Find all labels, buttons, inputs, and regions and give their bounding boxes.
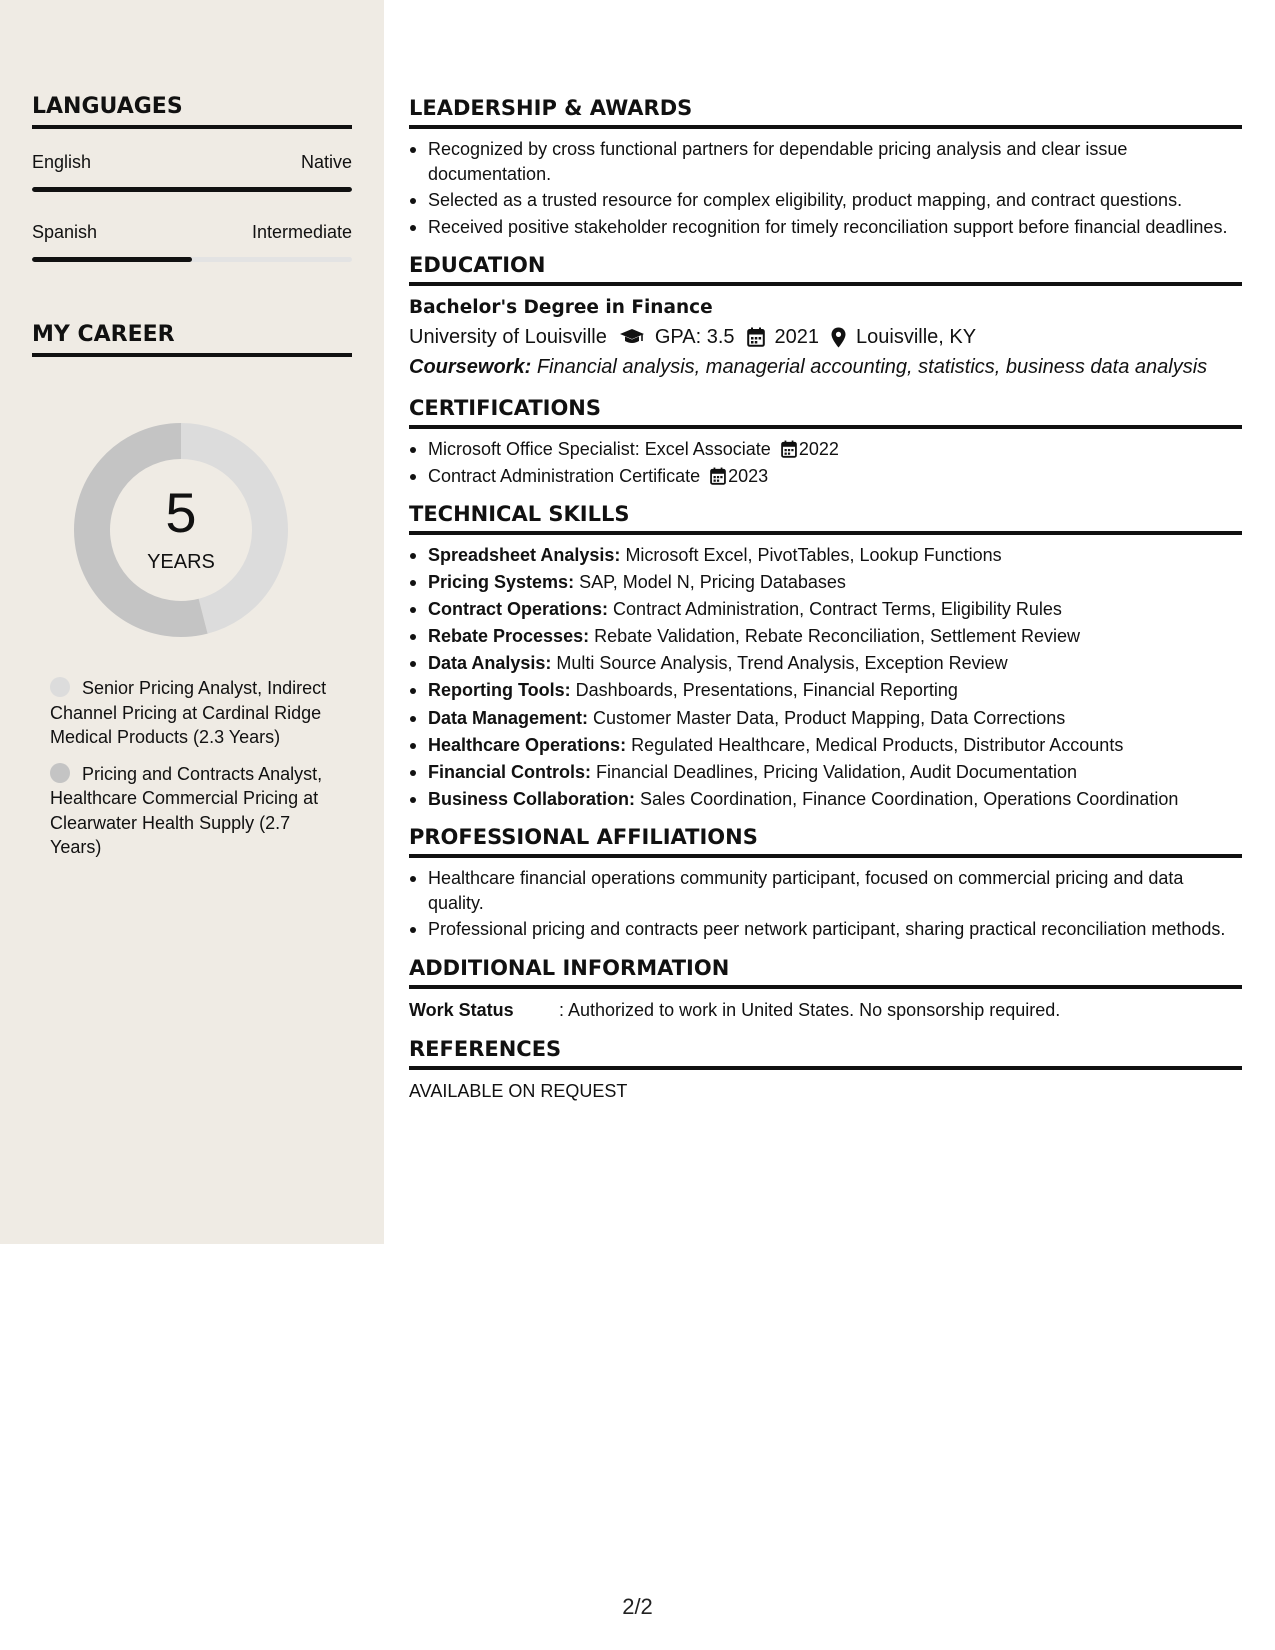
language-level: Intermediate bbox=[251, 222, 352, 242]
skill-item bbox=[409, 624, 1242, 649]
graduation-cap-icon bbox=[619, 328, 645, 346]
career-legend-dot bbox=[50, 763, 70, 783]
calendar-icon bbox=[710, 467, 726, 485]
language-proficiency-fill bbox=[32, 187, 352, 192]
additional-title: ADDITIONAL INFORMATION bbox=[409, 956, 1242, 989]
career-title: MY CAREER bbox=[32, 322, 352, 357]
affiliation-item: Healthcare financial operations community participant, focused on commercial pricing and data quality. bbox=[409, 866, 1242, 915]
skill-value: Multi Source Analysis, Trend Analysis, Exception Review bbox=[556, 653, 1008, 674]
career-item bbox=[50, 676, 340, 750]
certification-year: 2023 bbox=[728, 465, 769, 486]
skill-value: Sales Coordination, Finance Coordination, Operations Coordination bbox=[640, 788, 1179, 809]
career-item-label: Pricing and Contracts Analyst, Healthcare Commercial Pricing at Clearwater Health Supply (2.7 Years) bbox=[50, 763, 323, 857]
affiliations-list bbox=[409, 866, 1242, 942]
skill-item bbox=[409, 543, 1242, 568]
skill-label: Data Analysis: bbox=[428, 653, 552, 674]
references-text: AVAILABLE ON REQUEST bbox=[409, 1080, 628, 1101]
languages-section bbox=[32, 94, 352, 269]
certification-year: 2022 bbox=[798, 439, 839, 459]
skill-value: Contract Administration, Contract Terms, Eligibility Rules bbox=[613, 599, 1062, 620]
skill-label: Business Collaboration: bbox=[428, 788, 636, 809]
references-section bbox=[409, 1037, 1242, 1104]
career-legend-dot bbox=[50, 677, 70, 697]
affiliation-item: Professional pricing and contracts peer network participant, sharing practical reconciliation methods. bbox=[409, 917, 1242, 942]
skill-value: Microsoft Excel, PivotTables, Lookup Functions bbox=[625, 545, 1002, 565]
references-title: REFERENCES bbox=[409, 1037, 1242, 1070]
language-level: Native bbox=[300, 152, 352, 172]
skill-item bbox=[409, 760, 1242, 785]
skill-label: Healthcare Operations: bbox=[428, 734, 627, 755]
leadership-list bbox=[409, 137, 1242, 239]
career-item bbox=[50, 762, 340, 860]
leadership-item: Selected as a trusted resource for complex eligibility, product mapping, and contract questions. bbox=[409, 188, 1242, 213]
certification-name: Contract Administration Certificate bbox=[428, 465, 701, 486]
language-name: English bbox=[32, 152, 92, 172]
affiliations-section bbox=[409, 825, 1242, 942]
skill-item bbox=[409, 706, 1242, 731]
certifications-section bbox=[409, 396, 1242, 488]
education-location: Louisville, KY bbox=[856, 326, 977, 348]
career-item-label: Senior Pricing Analyst, Indirect Channel Pricing at Cardinal Ridge Medical Products (2.3 Years) bbox=[50, 678, 327, 747]
certifications-title: CERTIFICATIONS bbox=[409, 396, 1242, 429]
skill-label: Rebate Processes: bbox=[428, 626, 590, 647]
education-title: EDUCATION bbox=[409, 253, 1242, 286]
leadership-item: Received positive stakeholder recognition for timely reconciliation support before financial deadlines. bbox=[409, 215, 1242, 240]
skill-item bbox=[409, 570, 1242, 595]
map-pin-icon bbox=[831, 327, 846, 348]
skill-label: Contract Operations: bbox=[428, 599, 609, 620]
language-proficiency-bar bbox=[32, 187, 352, 192]
page-number: 2/2 bbox=[622, 1594, 653, 1619]
skills-list bbox=[409, 543, 1242, 811]
language-name: Spanish bbox=[32, 222, 98, 242]
languages-list bbox=[32, 129, 352, 269]
work-status-value: : Authorized to work in United States. No sponsorship required. bbox=[559, 999, 1061, 1020]
certifications-list bbox=[409, 437, 1242, 488]
additional-section bbox=[409, 956, 1242, 1023]
coursework-label: Coursework: bbox=[409, 356, 532, 378]
school-name: University of Louisville bbox=[409, 326, 607, 348]
language-row bbox=[32, 129, 352, 199]
degree-name: Bachelor's Degree in Finance bbox=[409, 297, 713, 318]
career-section bbox=[32, 322, 352, 357]
skill-value: Customer Master Data, Product Mapping, Data Corrections bbox=[593, 707, 1066, 728]
sidebar bbox=[0, 0, 384, 1244]
skill-label: Spreadsheet Analysis: bbox=[428, 545, 621, 565]
certification-date bbox=[771, 439, 839, 459]
affiliations-title: PROFESSIONAL AFFILIATIONS bbox=[409, 825, 1242, 858]
work-status-label: Work Status bbox=[409, 999, 514, 1020]
skill-value: Rebate Validation, Rebate Reconciliation, Settlement Review bbox=[594, 626, 1081, 647]
skill-item bbox=[409, 787, 1242, 812]
calendar-icon bbox=[747, 327, 765, 347]
skill-label: Financial Controls: bbox=[428, 761, 592, 782]
leadership-title: LEADERSHIP & AWARDS bbox=[409, 96, 1242, 129]
skill-item bbox=[409, 733, 1242, 758]
education-details bbox=[409, 322, 1242, 352]
languages-title: LANGUAGES bbox=[32, 94, 352, 129]
main-content bbox=[409, 96, 1242, 1118]
skill-item bbox=[409, 678, 1242, 703]
certification-name: Microsoft Office Specialist: Excel Associate bbox=[428, 439, 771, 459]
language-row bbox=[32, 199, 352, 269]
skill-value: Dashboards, Presentations, Financial Reporting bbox=[575, 680, 958, 701]
skills-section bbox=[409, 502, 1242, 811]
leadership-section bbox=[409, 96, 1242, 239]
gpa: GPA: 3.5 bbox=[654, 326, 735, 348]
skill-item bbox=[409, 651, 1242, 676]
skill-label: Pricing Systems: bbox=[428, 572, 575, 593]
language-proficiency-bar bbox=[32, 257, 352, 262]
certification-date bbox=[700, 466, 768, 486]
career-total-number: 5 bbox=[165, 481, 197, 544]
career-total-unit: YEARS bbox=[147, 551, 215, 573]
skill-label: Data Management: bbox=[428, 707, 589, 728]
leadership-item: Recognized by cross functional partners for dependable pricing analysis and clear issue documentation. bbox=[409, 137, 1242, 186]
certification-item bbox=[409, 437, 1242, 462]
skill-item bbox=[409, 597, 1242, 622]
coursework-text: Financial analysis, managerial accounting, statistics, business data analysis bbox=[536, 356, 1208, 378]
language-proficiency-fill bbox=[32, 257, 192, 262]
skills-title: TECHNICAL SKILLS bbox=[409, 502, 1242, 535]
graduation-year: 2021 bbox=[774, 326, 820, 348]
calendar-icon bbox=[781, 440, 797, 458]
skill-value: Regulated Healthcare, Medical Products, Distributor Accounts bbox=[631, 734, 1124, 755]
work-status-row bbox=[409, 997, 1242, 1023]
skill-value: SAP, Model N, Pricing Databases bbox=[579, 572, 846, 593]
skill-value: Financial Deadlines, Pricing Validation, Audit Documentation bbox=[596, 761, 1077, 782]
skill-label: Reporting Tools: bbox=[428, 680, 571, 701]
career-list bbox=[50, 676, 340, 872]
education-section bbox=[409, 253, 1242, 382]
coursework bbox=[409, 352, 1242, 382]
certification-item bbox=[409, 464, 1242, 489]
